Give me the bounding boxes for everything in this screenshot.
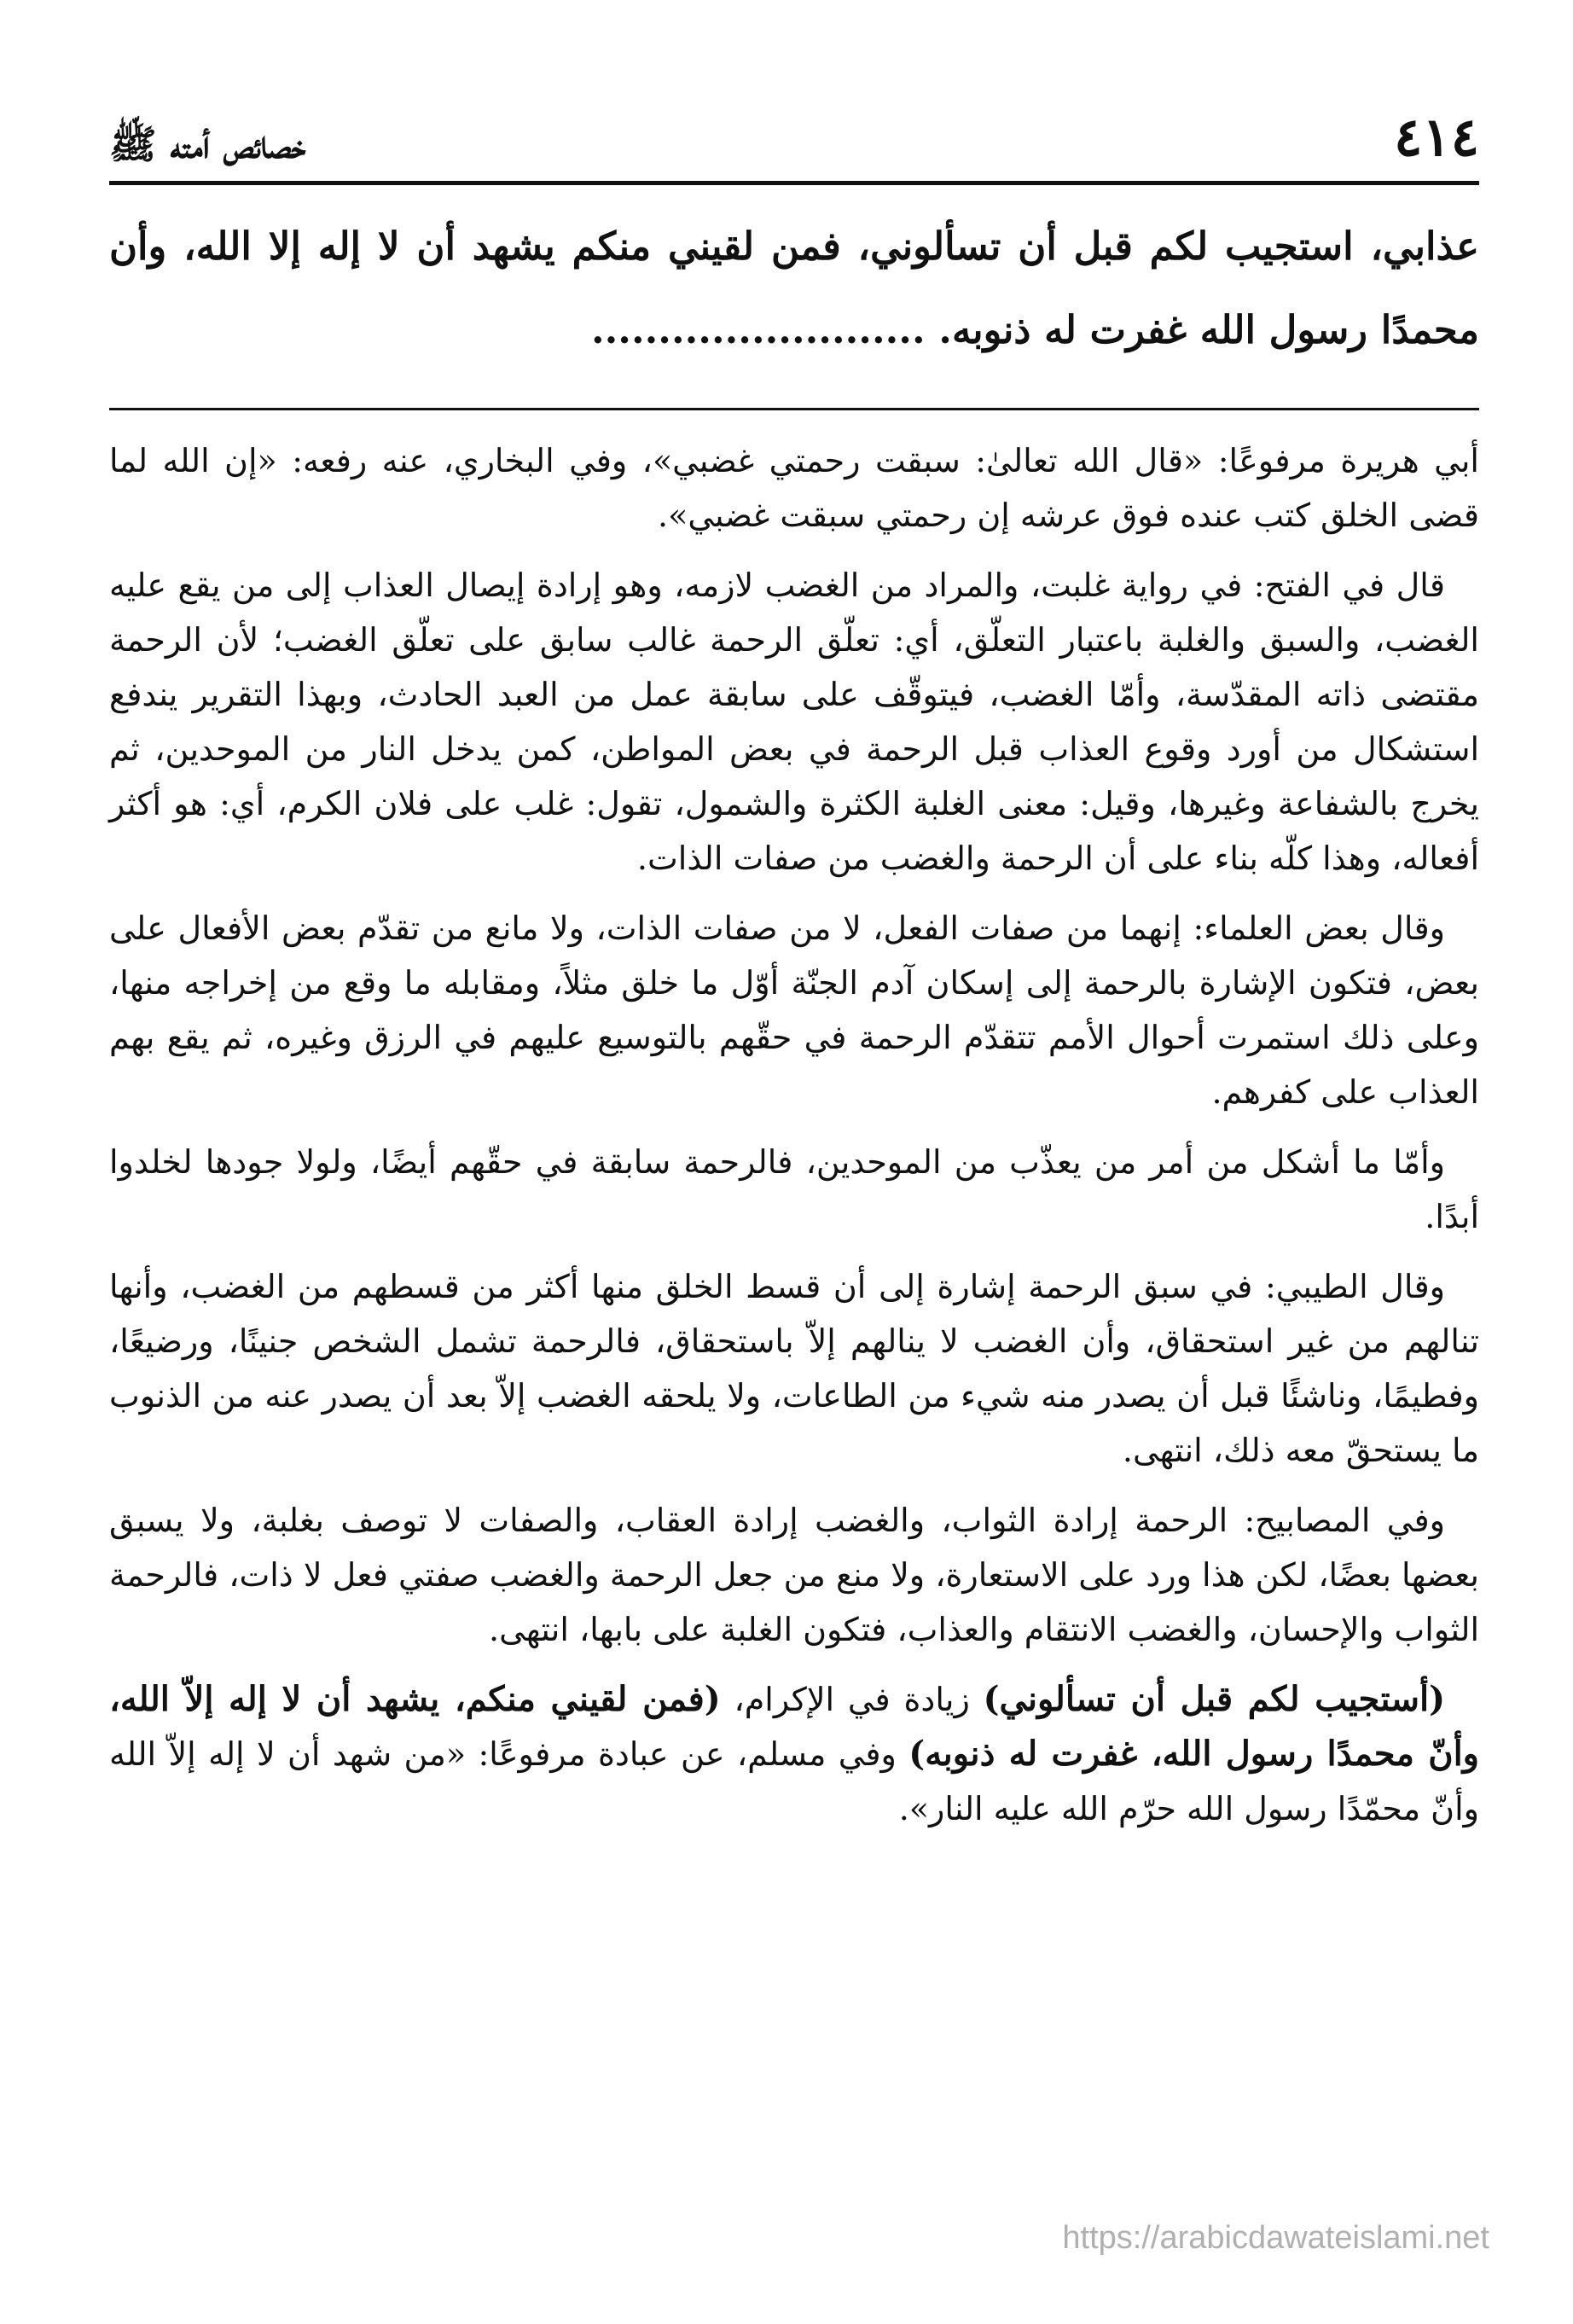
commentary-separator xyxy=(109,408,1479,410)
running-head xyxy=(109,96,1479,168)
commentary-text: وفي مسلم، عن عبادة مرفوعًا: «من شهد أن لا إله إلاّ الله وأنّ محمّدًا رسول الله حرّم الله عليه النار». xyxy=(109,1735,1479,1827)
watermark-url: https://arabicdawateislami.net xyxy=(1062,2220,1489,2256)
commentary xyxy=(109,433,1479,1851)
commentary-paragraph: وأمّا ما أشكل من أمر من يعذّب من الموحدين، فالرحمة سابقة في حقّهم أيضًا، ولولا جودها لخلدوا أبدًا. xyxy=(109,1143,1479,1235)
final-paragraph xyxy=(109,1672,1479,1836)
quoted-hadith-text: (أستجيب لكم قبل أن تسألوني) xyxy=(983,1679,1445,1719)
page-number: ٤١٤ xyxy=(1394,106,1479,168)
main-text: عذابي، استجيب لكم قبل أن تسألوني، فمن لقيني منكم يشهد أن لا إله إلا الله، وأن محمدًا رسول الله غفرت له ذنوبه. ......................... xyxy=(109,224,1479,352)
commentary-paragraph: وقال بعض العلماء: إنهما من صفات الفعل، لا من صفات الذات، ولا مانع من تقدّم بعض الأفعال على بعض، فتكون الإشارة بالرحمة إلى إسكان آدم الجنّة أوّل ما خلق مثلاً، ومقابله ما وقع من إخراجه منها، وعلى ذلك استمرت أحوال الأمم تتقدّم الرحمة في حقّهم بالتوسيع عليهم في الرزق وغيره، ثم يقع بهم العذاب على كفرهم. xyxy=(109,909,1479,1111)
commentary-paragraph: قال في الفتح: في رواية غلبت، والمراد من الغضب لازمه، وهو إرادة إيصال العذاب إلى من يقع عليه الغضب، والسبق والغلبة باعتبار التعلّق، أي: تعلّق الرحمة غالب سابق على تعلّق الغضب؛ لأن الرحمة مقتضى ذاته المقدّسة، وأمّا الغضب، فيتوقّف على سابقة عمل من العبد الحادث، وبهذا التقرير يندفع استشكال من أورد وقوع العذاب قبل الرحمة في بعض المواطن، كمن يدخل النار من الموحدين، ثم يخرج بالشفاعة وغيرها، وقيل: معنى الغلبة الكثرة والشمول، تقول: غلب على فلان الكرم، أي: هو أكثر أفعاله، وهذا كلّه بناء على أن الرحمة والغضب من صفات الذات. xyxy=(109,566,1479,877)
commentary-paragraph: وفي المصابيح: الرحمة إرادة الثواب، والغضب إرادة العقاب، والصفات لا توصف بغلبة، ولا يسبق بعضها بعضًا، لكن هذا ورد على الاستعارة، ولا منع من جعل الرحمة والغضب صفتي فعل لا ذات، فالرحمة الثواب والإحسان، والغضب الانتقام والعذاب، فتكون الغلبة على بابها، انتهى. xyxy=(109,1502,1479,1648)
commentary-paragraph: وقال الطيبي: في سبق الرحمة إشارة إلى أن قسط الخلق منها أكثر من قسطهم من الغضب، وأنها تنالهم من غير استحقاق، وأن الغضب لا ينالهم إلاّ باستحقاق، فالرحمة تشمل الشخص جنينًا، ورضيعًا، وفطيمًا، وناشئًا قبل أن يصدر منه شيء من الطاعات، ولا يلحقه الغضب إلاّ بعد أن يصدر عنه من الذنوب ما يستحقّ معه ذلك، انتهى. xyxy=(109,1268,1479,1469)
commentary-paragraph: أبي هريرة مرفوعًا: «قال الله تعالىٰ: سبقت رحمتي غضبي»، وفي البخاري، عنه رفعه: «إن الله لما قضى الخلق كتب عنده فوق عرشه إن رحمتي سبقت غضبي». xyxy=(109,442,1479,534)
quoted-hadith-text: (فمن لقيني منكم، يشهد أن لا إله إلاّ الله، وأنّ محمدًا رسول الله، غفرت له ذنوبه) xyxy=(109,1679,1479,1774)
header-rule xyxy=(109,181,1479,185)
commentary-text: زيادة في الإكرام، xyxy=(720,1681,984,1718)
chapter-title: خصائص أمته ﷺ xyxy=(109,121,306,167)
